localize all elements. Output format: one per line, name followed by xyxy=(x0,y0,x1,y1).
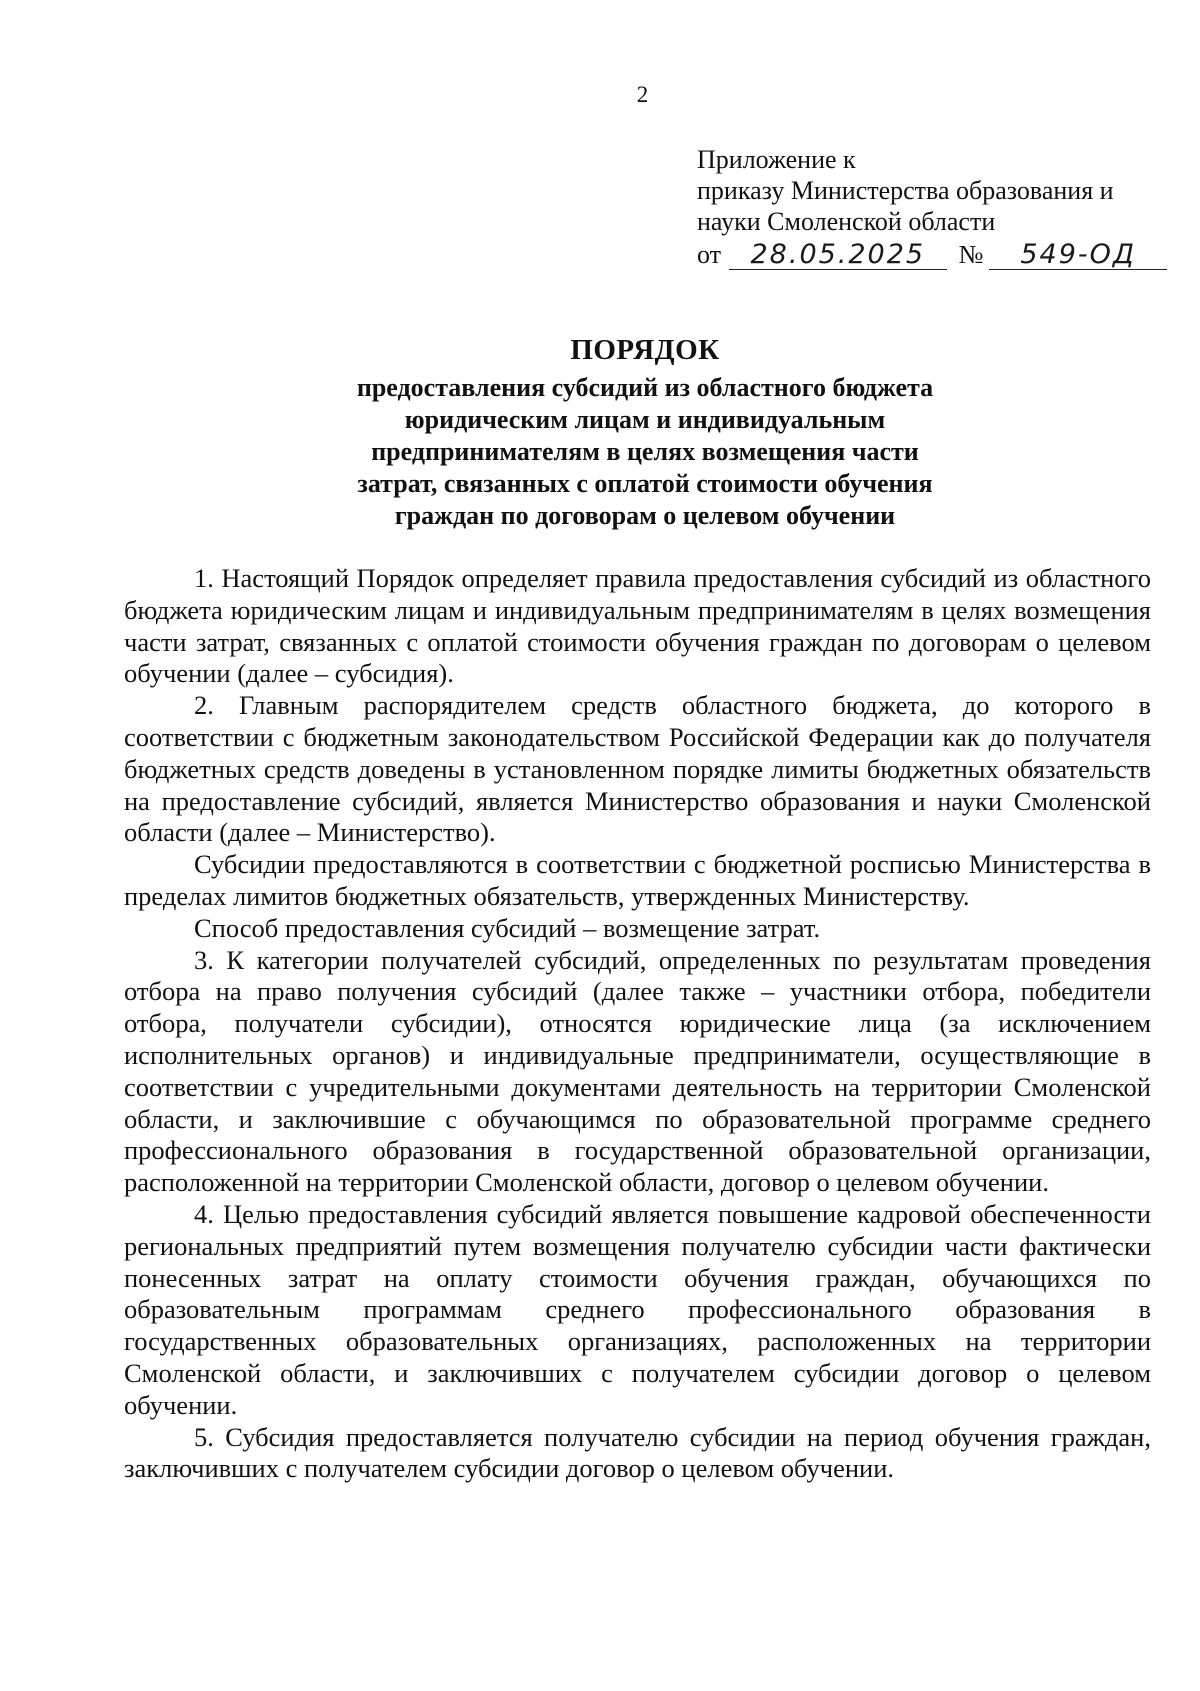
appendix-header xyxy=(697,144,1167,270)
appendix-line-1: Приложение к xyxy=(697,145,856,174)
paragraph-1: 1. Настоящий Порядок определяет правила предоставления субсидий из областного бюджета юридическим лицам и индивидуальным предпринимателям в целях возмещения части затрат, связанных с оплатой стоимости обучения граждан по договорам о целевом обучении (далее – субсидия). xyxy=(124,563,1151,689)
handwritten-date: 28.05.2025 xyxy=(729,241,947,270)
document-body xyxy=(124,563,1151,1485)
handwritten-order-number: 549-ОД xyxy=(989,241,1167,270)
document-title xyxy=(100,333,1190,532)
subtitle-line-2: юридическим лицам и индивидуальным xyxy=(404,405,886,434)
number-sign: № xyxy=(958,240,984,269)
title-subtitle xyxy=(100,372,1190,532)
paragraph-4: 4. Целью предоставления субсидий является повышение кадровой обеспеченности региональных предприятий путем возмещения получателю субсидии части фактически понесенных затрат на оплату стоимости обучения граждан, обучающихся по образовательным программам среднего профессионального образования в государственных образовательных организациях, расположенных на территории Смоленской области, и заключивших с получателем субсидии договор о целевом обучении. xyxy=(124,1198,1151,1420)
appendix-line-3: науки Смоленской области xyxy=(697,207,996,236)
date-prefix: от xyxy=(697,240,722,269)
subtitle-line-4: затрат, связанных с оплатой стоимости обучения xyxy=(357,469,933,498)
appendix-line-2: приказу Министерства образования и xyxy=(697,176,1114,205)
subtitle-line-1: предоставления субсидий из областного бюджета xyxy=(356,373,934,402)
paragraph-2-subsidies: Субсидии предоставляются в соответствии с бюджетной росписью Министерства в пределах лимитов бюджетных обязательств, утвержденных Министерству. xyxy=(124,849,1151,911)
subtitle-line-5: граждан по договорам о целевом обучении xyxy=(394,501,896,530)
order-date-number-line xyxy=(697,239,1167,270)
paragraph-3: 3. К категории получателей субсидий, определенных по результатам проведения отбора на право получения субсидий (далее также – участники отбора, победители отбора, получатели субсидии), относятся юридические лица (за исключением исполнительных органов) и индивидуальные предприниматели, осуществляющие в соответствии с учредительными документами деятельность на территории Смоленской области, и заключившие с обучающимся по образовательной программе среднего профессионального образования в государственной образовательной организации, расположенной на территории Смоленской области, договор о целевом обучении. xyxy=(124,944,1151,1198)
title-main: ПОРЯДОК xyxy=(570,334,720,366)
subtitle-line-3: предпринимателям в целях возмещения части xyxy=(371,437,919,466)
paragraph-5: 5. Субсидия предоставляется получателю субсидии на период обучения граждан, заключивших с получателем субсидии договор о целевом обучении. xyxy=(124,1421,1151,1484)
paragraph-2-method: Способ предоставления субсидий – возмещение затрат. xyxy=(194,912,821,943)
page-number: 2 xyxy=(636,82,649,107)
paragraph-2: 2. Главным распорядителем средств областного бюджета, до которого в соответствии с бюджетным законодательством Российской Федерации как до получателя бюджетных средств доведены в установленном порядке лимиты бюджетных обязательств на предоставление субсидий, является Министерство образования и науки Смоленской области (далее – Министерство). xyxy=(124,690,1151,848)
